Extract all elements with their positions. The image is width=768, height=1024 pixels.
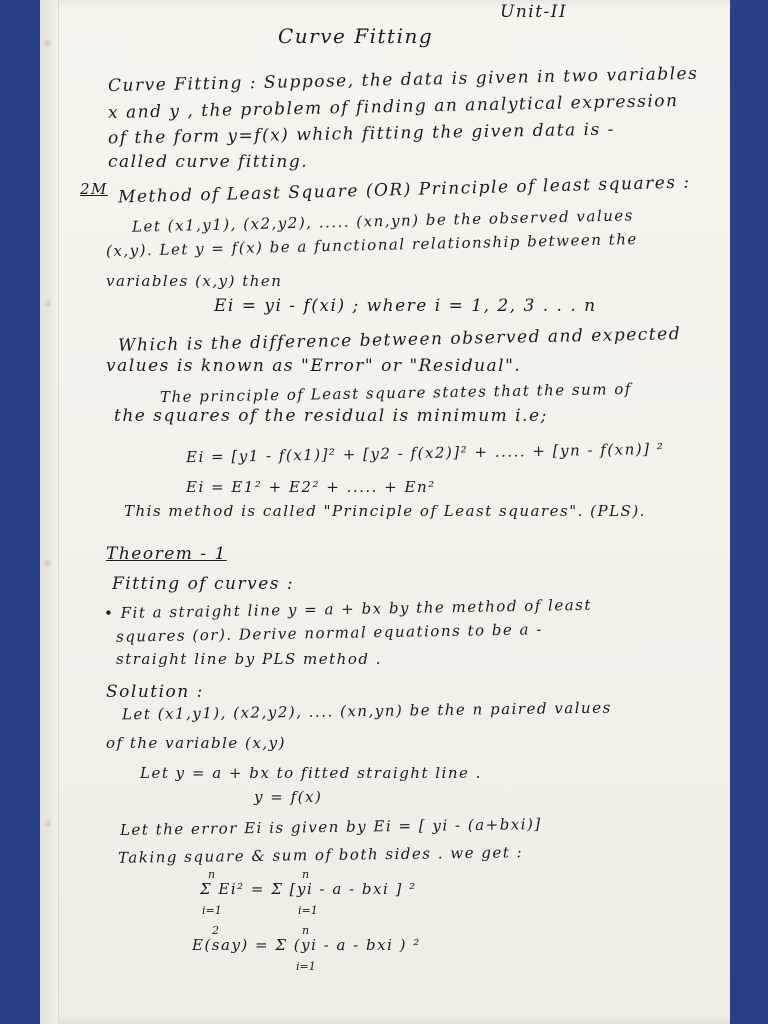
margin-hole [44, 820, 51, 827]
sum-upper-limit: n [208, 868, 216, 881]
text-line: called curve fitting. [108, 152, 309, 172]
superscript: 2 [212, 924, 219, 937]
binding-margin [40, 0, 59, 1024]
sum-lower-limit: i=1 [298, 904, 318, 917]
text-line: (x,y). Let y = f(x) be a functional relationship between the [105, 229, 638, 261]
unit-label: Unit-II [500, 2, 568, 22]
sum-lower-limit: i=1 [202, 904, 222, 917]
text-line: variables (x,y) then [106, 272, 283, 290]
sum-lower-limit: i=1 [296, 960, 316, 973]
equation: Σ Ei² = Σ [yi - a - bxi ] ² [200, 880, 417, 898]
equation: y = f(x) [254, 788, 323, 806]
text-line: This method is called "Principle of Least squares". (PLS). [124, 502, 646, 520]
text-line: Which is the difference between observed and expected [117, 324, 682, 356]
text-line: Taking square & sum of both sides . we get : [117, 843, 524, 867]
marks-label: 2M [80, 180, 108, 198]
text-line: squares (or). Derive normal equations to be a - [115, 620, 543, 646]
text-line: • Fit a straight line y = a + bx by the method of least [103, 595, 593, 623]
equation: Ei = [y1 - f(x1)]² + [y2 - f(x2)]² + ..... + [yn - f(xn)] ² [185, 439, 665, 467]
text-line: straight line by PLS method . [116, 650, 382, 668]
text-line: Let (x1,y1), (x2,y2), ..... (xn,yn) be the observed values [131, 206, 635, 236]
text-line: of the variable (x,y) [106, 734, 286, 752]
equation: E(say) = Σ (yi - a - bxi ) ² [192, 936, 421, 954]
theorem-heading: Theorem - 1 [106, 544, 227, 564]
sum-upper-limit: n [302, 868, 310, 881]
text-line: values is known as "Error" or "Residual". [106, 356, 522, 376]
equation: Ei = E1² + E2² + ..... + En² [186, 478, 436, 496]
text-line: The principle of Least square states that the sum of [159, 379, 632, 407]
text-line: Curve Fitting : Suppose, the data is given in two variables [107, 63, 699, 97]
sum-upper-limit: n [302, 924, 310, 937]
text-line: x and y , the problem of finding an analytical expression [107, 91, 679, 123]
margin-hole [44, 40, 51, 47]
text-line: the squares of the residual is minimum i.e; [114, 406, 548, 426]
text-line: of the form y=f(x) which fitting the given data is - [107, 119, 616, 149]
notebook-page [40, 0, 730, 1024]
text-line: Let (x1,y1), (x2,y2), .... (xn,yn) be the n paired values [121, 698, 612, 724]
margin-hole [44, 300, 51, 307]
margin-hole [44, 560, 51, 567]
text-line: Let the error Ei is given by Ei = [ yi - (a+bxi)] [119, 815, 542, 839]
subheading: Fitting of curves : [112, 574, 295, 594]
equation: Ei = yi - f(xi) ; where i = 1, 2, 3 . . . n [214, 296, 597, 316]
section-heading: Method of Least Square (OR) Principle of least squares : [117, 172, 691, 208]
page-title: Curve Fitting [278, 24, 434, 48]
text-line: Let y = a + bx to fitted straight line . [140, 764, 482, 782]
solution-label: Solution : [106, 682, 204, 702]
